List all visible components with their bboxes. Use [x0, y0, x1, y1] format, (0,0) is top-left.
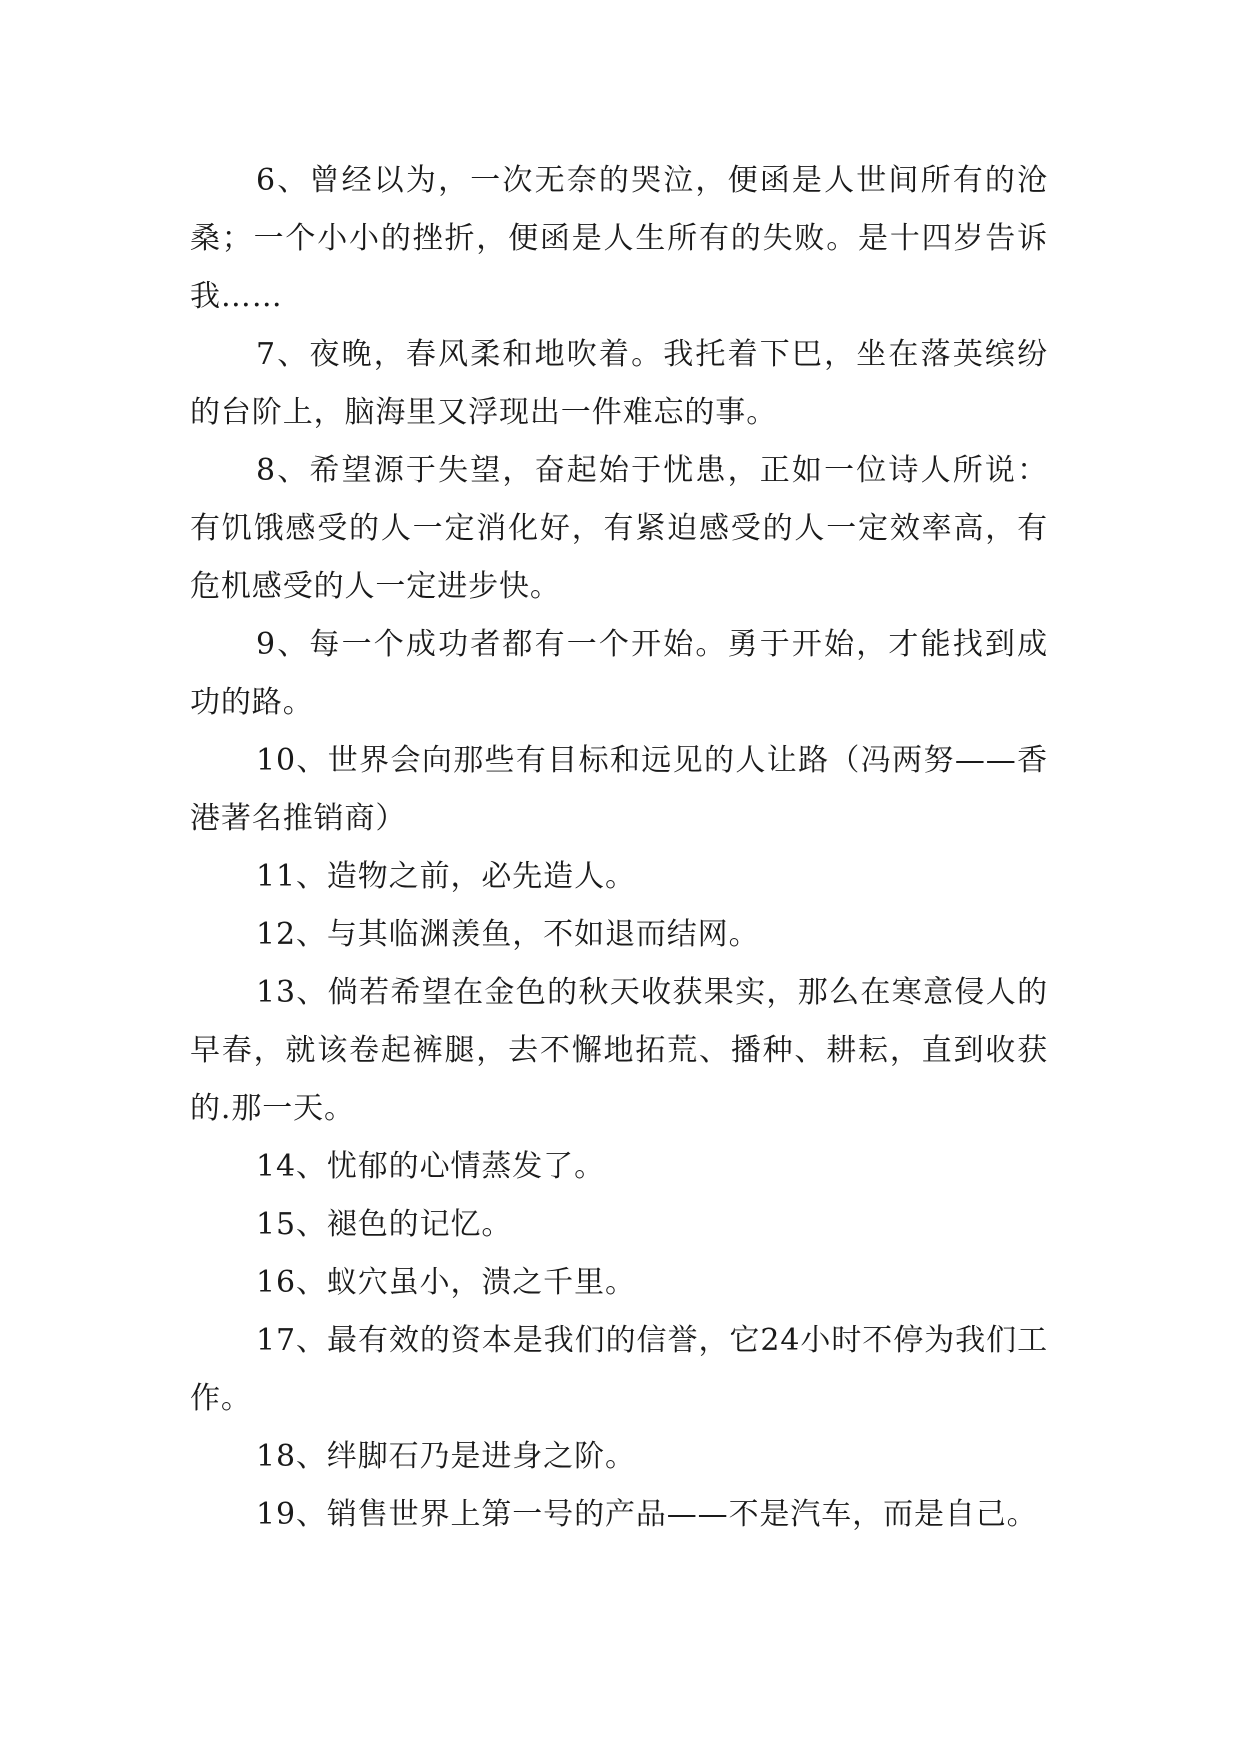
- paragraph-14: 14、忧郁的心情蒸发了。: [256, 1149, 605, 1184]
- paragraph-17: 17、最有效的资本是我们的信誉，它24小时不停为我们工作。: [190, 1323, 1048, 1416]
- paragraph-19: 19、销售世界上第一号的产品——不是汽车，而是自己。: [256, 1497, 1038, 1532]
- paragraph-12: 12、与其临渊羡鱼，不如退而结网。: [256, 917, 760, 952]
- paragraph-8: 8、希望源于失望，奋起始于忧患，正如一位诗人所说：有饥饿感受的人一定消化好，有紧迫感受的人一定效率高，有危机感受的人一定进步快。: [190, 453, 1048, 604]
- paragraph-13: 13、倘若希望在金色的秋天收获果实，那么在寒意侵人的早春，就该卷起裤腿，去不懈地拓荒、播种、耕耘，直到收获的.那一天。: [190, 975, 1048, 1126]
- paragraph-11: 11、造物之前，必先造人。: [256, 859, 636, 894]
- document-page: [190, 152, 1048, 1544]
- paragraph-18: 18、绊脚石乃是进身之阶。: [256, 1439, 636, 1474]
- paragraph-7: 7、夜晚，春风柔和地吹着。我托着下巴，坐在落英缤纷的台阶上，脑海里又浮现出一件难忘的事。: [190, 337, 1048, 430]
- paragraph-16: 16、蚁穴虽小，溃之千里。: [256, 1265, 636, 1300]
- paragraph-10: 10、世界会向那些有目标和远见的人让路（冯两努——香港著名推销商）: [190, 743, 1048, 836]
- paragraph-9: 9、每一个成功者都有一个开始。勇于开始，才能找到成功的路。: [190, 627, 1048, 720]
- paragraph-15: 15、褪色的记忆。: [256, 1207, 513, 1242]
- paragraph-6: 6、曾经以为，一次无奈的哭泣，便函是人世间所有的沧桑；一个小小的挫折，便函是人生所有的失败。是十四岁告诉我……: [190, 163, 1048, 314]
